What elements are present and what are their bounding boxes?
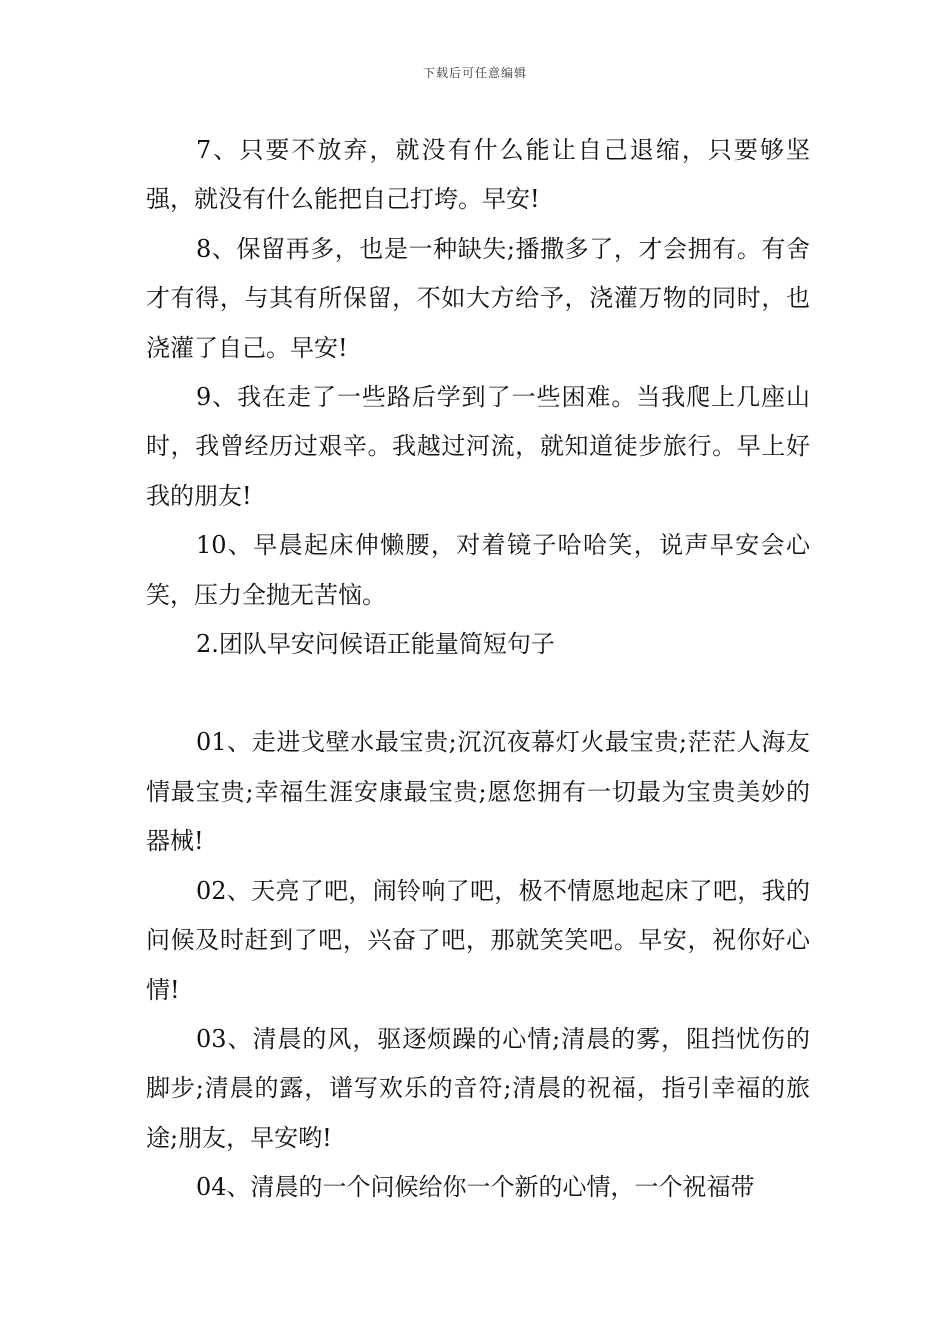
section-title: 2.团队早安问候语正能量简短句子 <box>196 630 555 659</box>
paragraph-04: 04、清晨的一个问候给你一个新的心情，一个祝福带 <box>196 1173 755 1202</box>
paragraph-8: 8、保留再多，也是一种缺失;播撒多了，才会拥有。有舍才有得，与其有所保留，不如大方给予，浇灌万物的同时，也浇灌了自己。早安! <box>146 234 810 362</box>
paragraph-03: 03、清晨的风，驱逐烦躁的心情;清晨的雾，阻挡忧伤的脚步;清晨的露，谱写欢乐的音符;清晨的祝福，指引幸福的旅途;朋友，早安哟! <box>146 1024 810 1152</box>
document-body <box>146 126 810 1213</box>
paragraph-9: 9、我在走了一些路后学到了一些困难。当我爬上几座山时，我曾经历过艰辛。我越过河流，就知道徒步旅行。早上好我的朋友! <box>146 383 810 510</box>
paragraph-01: 01、走进戈壁水最宝贵;沉沉夜幕灯火最宝贵;茫茫人海友情最宝贵;幸福生涯安康最宝贵;愿您拥有一切最为宝贵美妙的器械! <box>146 728 810 856</box>
paragraph-7: 7、只要不放弃，就没有什么能让自己退缩，只要够坚强，就没有什么能把自己打垮。早安! <box>146 136 810 214</box>
paragraph-10: 10、早晨起床伸懒腰，对着镜子哈哈笑，说声早安会心笑，压力全抛无苦恼。 <box>146 531 810 609</box>
page-header: 下载后可任意编辑 <box>422 66 527 80</box>
section-spacer <box>146 669 810 718</box>
paragraph-02: 02、天亮了吧，闹铃响了吧，极不情愿地起床了吧，我的问候及时赶到了吧，兴奋了吧，那就笑笑吧。早安，祝你好心情! <box>146 876 810 1004</box>
